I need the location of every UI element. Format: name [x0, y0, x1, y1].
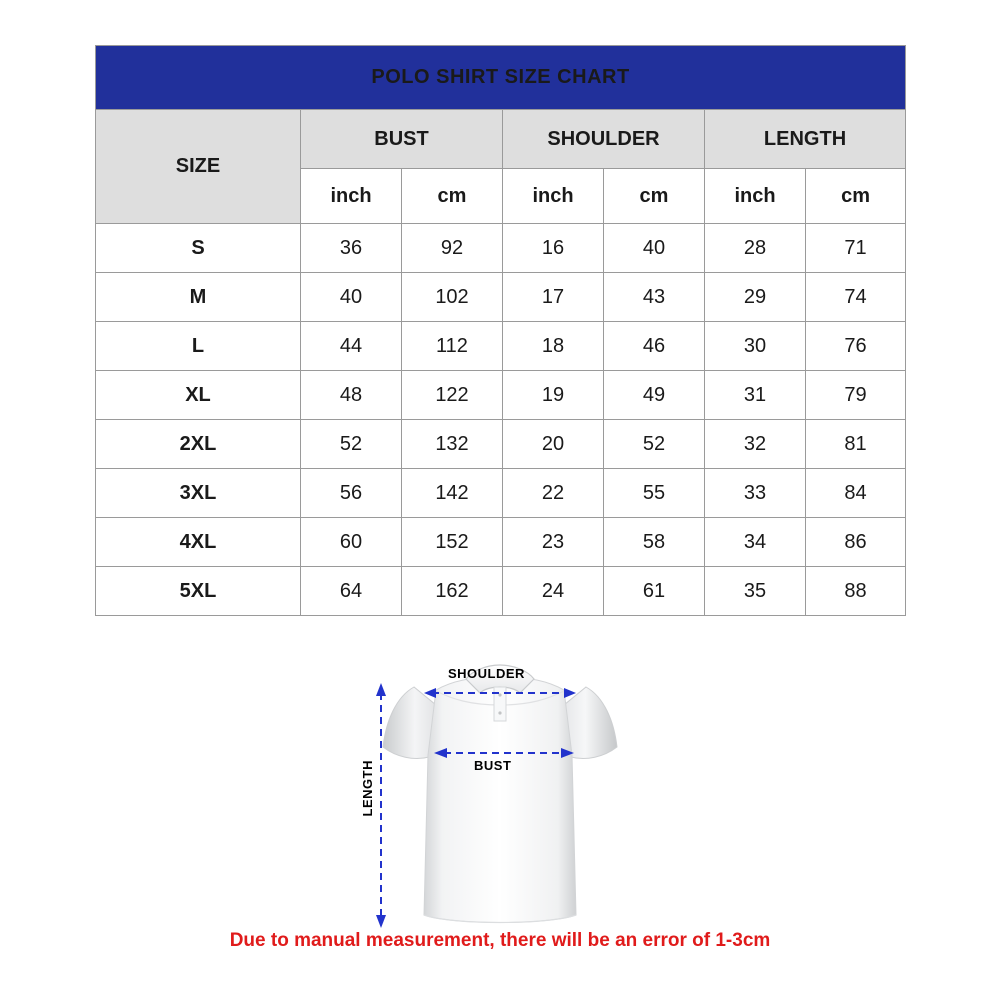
cell-length-cm: 86 [806, 518, 906, 567]
cell-size: S [96, 224, 301, 273]
table-row [96, 469, 906, 518]
page-title: POLO SHIRT SIZE CHART [96, 46, 906, 110]
cell-bust-inch: 48 [301, 371, 402, 420]
cell-bust-inch: 60 [301, 518, 402, 567]
cell-length-inch: 29 [705, 273, 806, 322]
cell-bust-cm: 102 [402, 273, 503, 322]
label-shoulder: SHOULDER [448, 666, 525, 681]
cell-bust-cm: 162 [402, 567, 503, 616]
cell-size: 3XL [96, 469, 301, 518]
cell-shoulder-cm: 43 [604, 273, 705, 322]
cell-bust-cm: 122 [402, 371, 503, 420]
unit-shoulder-inch: inch [503, 169, 604, 224]
unit-shoulder-cm: cm [604, 169, 705, 224]
cell-length-cm: 79 [806, 371, 906, 420]
cell-bust-inch: 64 [301, 567, 402, 616]
measurement-note: Due to manual measurement, there will be an error of 1-3cm [229, 930, 771, 951]
cell-bust-cm: 142 [402, 469, 503, 518]
cell-length-inch: 32 [705, 420, 806, 469]
cell-bust-inch: 56 [301, 469, 402, 518]
header-length: LENGTH [705, 110, 906, 169]
table-row [96, 224, 906, 273]
cell-bust-cm: 92 [402, 224, 503, 273]
cell-shoulder-cm: 40 [604, 224, 705, 273]
table-row [96, 518, 906, 567]
table-row [96, 420, 906, 469]
cell-shoulder-inch: 24 [503, 567, 604, 616]
unit-bust-inch: inch [301, 169, 402, 224]
cell-bust-inch: 40 [301, 273, 402, 322]
cell-length-inch: 28 [705, 224, 806, 273]
cell-shoulder-inch: 22 [503, 469, 604, 518]
cell-size: 2XL [96, 420, 301, 469]
cell-shoulder-cm: 61 [604, 567, 705, 616]
cell-length-inch: 31 [705, 371, 806, 420]
unit-length-inch: inch [705, 169, 806, 224]
cell-length-cm: 84 [806, 469, 906, 518]
shirt-illustration [0, 635, 1000, 945]
unit-bust-cm: cm [402, 169, 503, 224]
cell-size: L [96, 322, 301, 371]
table-row [96, 371, 906, 420]
cell-length-cm: 88 [806, 567, 906, 616]
cell-bust-inch: 52 [301, 420, 402, 469]
cell-shoulder-inch: 16 [503, 224, 604, 273]
size-chart-container [95, 45, 905, 616]
cell-shoulder-inch: 19 [503, 371, 604, 420]
cell-length-cm: 71 [806, 224, 906, 273]
header-size: SIZE [96, 110, 301, 224]
label-length: LENGTH [360, 760, 375, 817]
cell-shoulder-cm: 49 [604, 371, 705, 420]
cell-bust-cm: 112 [402, 322, 503, 371]
cell-length-cm: 81 [806, 420, 906, 469]
cell-shoulder-cm: 52 [604, 420, 705, 469]
cell-length-cm: 76 [806, 322, 906, 371]
cell-size: 4XL [96, 518, 301, 567]
cell-shoulder-inch: 20 [503, 420, 604, 469]
size-chart-table [95, 45, 906, 616]
chart-title-row [96, 46, 906, 110]
cell-shoulder-cm: 55 [604, 469, 705, 518]
header-shoulder: SHOULDER [503, 110, 705, 169]
table-row [96, 322, 906, 371]
cell-shoulder-inch: 23 [503, 518, 604, 567]
cell-shoulder-cm: 46 [604, 322, 705, 371]
cell-length-inch: 35 [705, 567, 806, 616]
cell-bust-cm: 152 [402, 518, 503, 567]
table-row [96, 273, 906, 322]
cell-size: XL [96, 371, 301, 420]
table-row [96, 567, 906, 616]
cell-bust-cm: 132 [402, 420, 503, 469]
cell-shoulder-cm: 58 [604, 518, 705, 567]
cell-bust-inch: 44 [301, 322, 402, 371]
cell-size: 5XL [96, 567, 301, 616]
group-header-row [96, 110, 906, 169]
cell-length-cm: 74 [806, 273, 906, 322]
cell-length-inch: 33 [705, 469, 806, 518]
cell-size: M [96, 273, 301, 322]
header-bust: BUST [301, 110, 503, 169]
cell-length-inch: 30 [705, 322, 806, 371]
cell-shoulder-inch: 17 [503, 273, 604, 322]
unit-length-cm: cm [806, 169, 906, 224]
label-bust: BUST [474, 758, 512, 773]
cell-bust-inch: 36 [301, 224, 402, 273]
cell-length-inch: 34 [705, 518, 806, 567]
measurement-diagram [0, 635, 1000, 945]
cell-shoulder-inch: 18 [503, 322, 604, 371]
